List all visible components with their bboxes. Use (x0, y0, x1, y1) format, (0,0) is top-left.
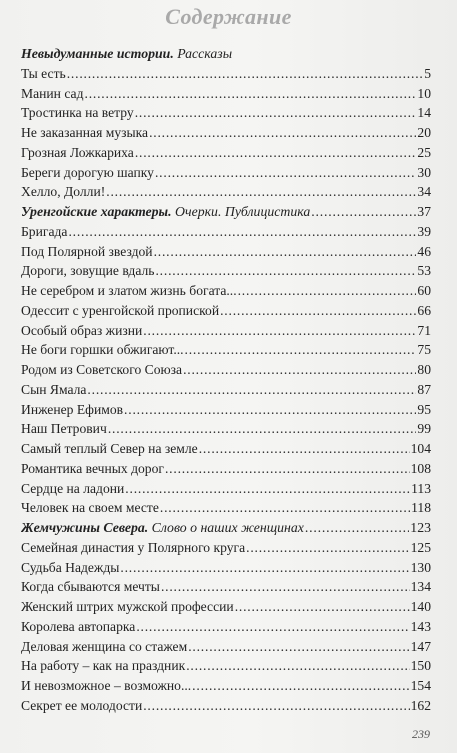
entry-title: Королева автопарка (21, 618, 136, 634)
dot-leader (199, 439, 410, 459)
entry-title: Не боги горшки обжигают... (21, 342, 184, 358)
section-page-number: 123 (410, 520, 431, 535)
table-of-contents (21, 44, 431, 716)
dot-leader (106, 182, 416, 202)
dot-leader (135, 103, 417, 123)
section-subheading: Рассказы (177, 46, 233, 61)
section-subheading: Очерки. Публицистика (175, 204, 311, 219)
dot-leader (185, 340, 417, 360)
entry-title: Женский штрих мужской профессии (21, 599, 234, 614)
toc-section-heading (21, 44, 431, 64)
section-subheading: Слово о наших женщинах (151, 520, 304, 535)
toc-entry (21, 459, 431, 479)
dot-leader (192, 676, 409, 696)
entry-title: Под Полярной звездой (21, 243, 153, 259)
entry-title: Береги дорогую шапку (21, 164, 154, 180)
entry-page-number: 104 (410, 441, 431, 456)
entry-title: Инженер Ефимов (21, 401, 124, 417)
toc-entry (21, 64, 431, 84)
entry-title: Деловая женщина со стажем (21, 638, 188, 654)
entry-page-number: 46 (417, 243, 431, 259)
entry-title: Не серебром и златом жизнь богата... (21, 283, 237, 298)
toc-entry (21, 301, 431, 321)
toc-entry (21, 380, 431, 400)
entry-title: Наш Петрович (21, 421, 107, 437)
section-heading: Невыдуманные истории. (21, 46, 174, 61)
dot-leader (143, 321, 416, 341)
toc-entry (21, 538, 431, 558)
entry-page-number: 14 (417, 105, 431, 121)
entry-title: И невозможное – возможно... (21, 678, 192, 693)
entry-page-number: 20 (417, 125, 431, 140)
dot-leader (108, 419, 417, 439)
toc-entry (21, 242, 431, 262)
entry-title: Ты есть (21, 65, 66, 81)
toc-entry (21, 419, 431, 439)
entry-page-number: 134 (410, 579, 431, 595)
dot-leader (160, 498, 410, 518)
toc-entry (21, 281, 431, 301)
entry-title: Родом из Советского Союза (21, 362, 183, 377)
entry-title: Манин сад (21, 85, 84, 101)
entry-title: Романтика вечных дорог (21, 460, 164, 476)
page-number: 239 (412, 727, 430, 741)
dot-leader (238, 281, 417, 301)
toc-section-heading (21, 202, 431, 222)
entry-title: Дороги, зовущие вдаль (21, 263, 155, 279)
entry-page-number: 125 (410, 539, 431, 555)
toc-entry (21, 123, 431, 143)
entry-page-number: 30 (417, 164, 431, 180)
dot-leader (87, 380, 416, 400)
dot-leader (135, 143, 417, 163)
toc-entry (21, 340, 431, 360)
dot-leader (305, 518, 409, 538)
toc-entry (21, 261, 431, 281)
toc-entry (21, 696, 431, 716)
entry-page-number: 99 (417, 421, 431, 437)
entry-title: Хелло, Долли! (21, 184, 106, 200)
dot-leader (136, 617, 409, 637)
entry-page-number: 130 (410, 559, 431, 575)
entry-page-number: 66 (417, 302, 431, 318)
toc-entry (21, 182, 431, 202)
toc-section-heading (21, 518, 431, 538)
toc-entry (21, 676, 431, 696)
section-title (21, 44, 232, 64)
dot-leader (85, 84, 417, 104)
entry-page-number: 39 (417, 223, 431, 239)
dot-leader (125, 479, 410, 499)
entry-page-number: 113 (411, 480, 431, 496)
toc-entry (21, 479, 431, 499)
dot-leader (149, 123, 416, 143)
dot-leader (188, 637, 409, 657)
toc-entry (21, 558, 431, 578)
dot-leader (120, 558, 409, 578)
entry-page-number: 10 (417, 85, 431, 101)
entry-title: Особый образ жизни (21, 322, 143, 338)
entry-title: Сердце на ладони (21, 480, 125, 496)
entry-page-number: 53 (417, 263, 431, 279)
toc-entry (21, 498, 431, 518)
toc-entry (21, 656, 431, 676)
entry-page-number: 143 (410, 618, 431, 634)
dot-leader (246, 538, 409, 558)
entry-page-number: 162 (410, 697, 431, 713)
toc-entry (21, 103, 431, 123)
dot-leader (161, 577, 410, 597)
toc-entry (21, 360, 431, 380)
entry-page-number: 140 (410, 599, 431, 614)
entry-page-number: 154 (410, 678, 431, 693)
entry-title: Сын Ямала (21, 381, 87, 397)
dot-leader (143, 696, 409, 716)
toc-entry (21, 637, 431, 657)
toc-entry (21, 222, 431, 242)
dot-leader (311, 202, 416, 222)
entry-title: Человек на своем месте (21, 500, 159, 516)
toc-entry (21, 597, 431, 617)
toc-entry (21, 439, 431, 459)
dot-leader (220, 301, 416, 321)
entry-page-number: 75 (417, 342, 431, 358)
toc-entry (21, 577, 431, 597)
entry-page-number: 71 (417, 322, 431, 338)
entry-page-number: 87 (417, 381, 431, 397)
entry-title: На работу – как на праздник (21, 658, 186, 674)
dot-leader (155, 261, 416, 281)
page-title: Содержание (165, 4, 292, 29)
entry-title: Судьба Надежды (21, 559, 120, 575)
entry-page-number: 95 (417, 401, 431, 417)
entry-page-number: 60 (417, 283, 431, 298)
dot-leader (186, 656, 409, 676)
section-heading: Уренгойские характеры. (21, 204, 172, 219)
entry-page-number: 80 (417, 362, 431, 377)
entry-title: Секрет ее молодости (21, 697, 143, 713)
toc-entry (21, 400, 431, 420)
entry-title: Одессит с уренгойской пропиской (21, 302, 220, 318)
section-title (21, 518, 304, 538)
entry-page-number: 34 (417, 184, 431, 200)
entry-title: Семейная династия у Полярного круга (21, 539, 246, 555)
dot-leader (67, 64, 423, 84)
dot-leader (183, 360, 416, 380)
entry-title: Самый теплый Север на земле (21, 441, 198, 456)
dot-leader (154, 242, 417, 262)
entry-page-number: 147 (410, 638, 431, 654)
entry-page-number: 25 (417, 144, 431, 160)
entry-title: Не заказанная музыка (21, 125, 149, 140)
toc-entry (21, 163, 431, 183)
dot-leader (235, 597, 410, 617)
entry-page-number: 150 (410, 658, 431, 674)
dot-leader (155, 163, 416, 183)
section-page-number: 37 (417, 204, 431, 219)
dot-leader (165, 459, 410, 479)
entry-title: Грозная Ложкариха (21, 144, 134, 160)
entry-page-number: 118 (411, 500, 431, 516)
entry-page-number: 5 (424, 65, 431, 81)
toc-entry (21, 84, 431, 104)
entry-title: Тростинка на ветру (21, 105, 134, 121)
toc-entry (21, 143, 431, 163)
toc-entry (21, 617, 431, 637)
section-title (21, 202, 310, 222)
section-heading: Жемчужины Севера. (21, 520, 149, 535)
toc-entry (21, 321, 431, 341)
entry-page-number: 108 (410, 460, 431, 476)
entry-title: Когда сбываются мечты (21, 579, 160, 595)
dot-leader (68, 222, 416, 242)
entry-title: Бригада (21, 223, 68, 239)
dot-leader (124, 400, 416, 420)
